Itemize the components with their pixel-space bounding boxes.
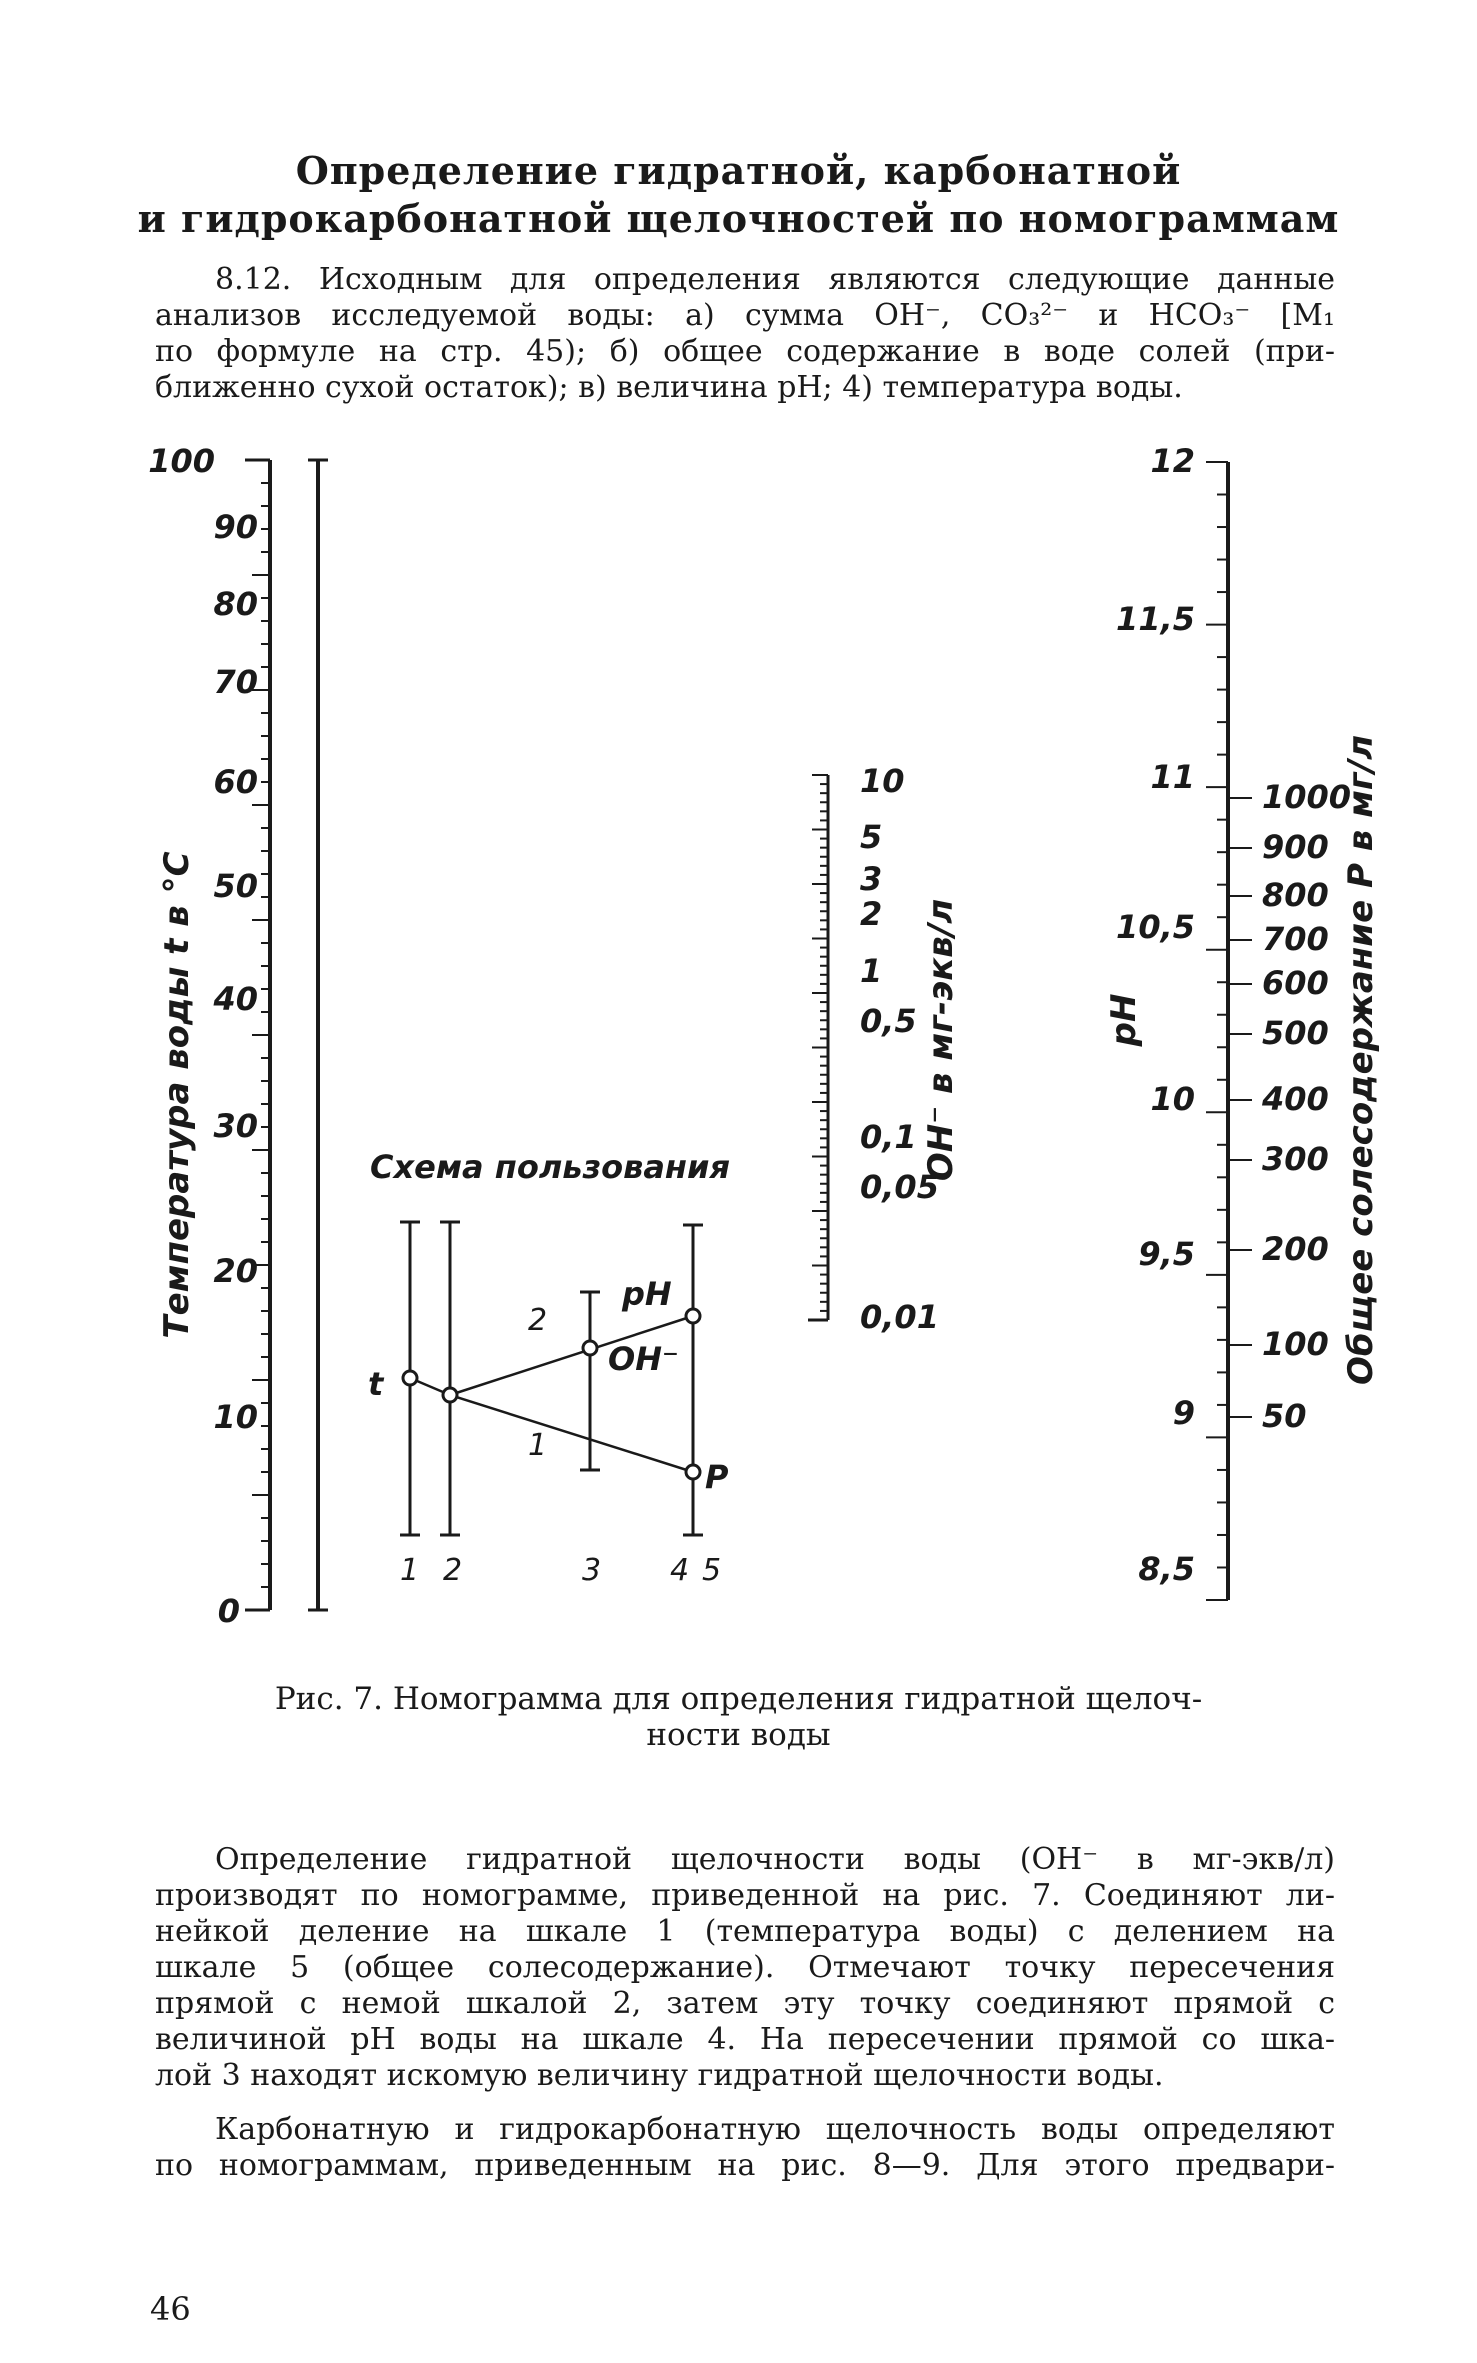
nomogram-figure [0,430,1477,1650]
ph-axis-title: pH [1104,993,1144,1047]
oh-tick: 3 [860,860,883,898]
salt-tick: 600 [1262,964,1329,1002]
salt-tick: 800 [1262,876,1329,914]
scheme-scale-number: 3 [582,1553,602,1588]
ph-scale [1206,462,1252,1600]
temp-tick: 100 [148,442,215,480]
scheme-label-ph: pH [622,1275,672,1313]
oh-tick: 5 [860,818,883,856]
intro-line: анализов исследуемой воды: а) сумма OH⁻, CO₃²⁻ и HCO₃⁻ [M₁ [155,298,1335,333]
ph-tick: 8,5 [1138,1550,1195,1588]
body-line: нейкой деление на шкале 1 (температура воды) с делением на [155,1914,1335,1949]
oh-tick: 1 [860,952,883,990]
intro-paragraph [155,262,1335,406]
salt-tick: 1000 [1262,778,1352,816]
ph-tick: 9,5 [1138,1235,1195,1273]
salt-tick: 200 [1262,1230,1329,1268]
body-paragraph-2 [155,2112,1335,2184]
salt-tick: 900 [1262,828,1329,866]
scheme-step-2: 2 [528,1303,548,1338]
ph-tick: 11 [1150,758,1195,796]
salt-tick: 100 [1262,1325,1329,1363]
body-line: по номограммам, приведенным на рис. 8—9. Для этого предвари- [155,2148,1335,2183]
body-line: лой 3 находят искомую величину гидратной щелочности воды. [155,2058,1164,2093]
page-number: 46 [150,2290,191,2328]
temp-tick: 70 [213,663,258,701]
salt-tick: 500 [1262,1014,1329,1052]
salt-tick: 700 [1262,920,1329,958]
salt-tick: 50 [1262,1397,1307,1435]
figure-caption-line-2: ности воды [646,1717,831,1753]
scheme-label-oh: OH⁻ [608,1340,679,1378]
temp-tick: 60 [213,763,258,801]
ph-tick: 9 [1172,1394,1195,1432]
temperature-scale [245,460,328,1610]
scheme-step-1: 1 [528,1428,548,1463]
oh-scale [808,775,828,1320]
ph-tick: 11,5 [1116,600,1195,638]
oh-tick: 0,5 [860,1002,917,1040]
scheme-scale-number: 5 [702,1553,722,1588]
salt-tick: 300 [1262,1140,1329,1178]
scheme-scale-number: 1 [400,1553,420,1588]
temp-tick: 0 [217,1592,240,1630]
figure-caption-line-1: Рис. 7. Номограмма для определения гидратной щелоч- [274,1681,1203,1717]
oh-axis-title: OH⁻ в мг-экв/л [921,898,961,1182]
temp-tick: 50 [213,867,258,905]
ph-tick: 10 [1150,1080,1195,1118]
heading-line-1: Определение гидратной, карбонатной [295,148,1182,193]
oh-tick: 2 [860,895,883,933]
body-line: Карбонатную и гидрокарбонатную щелочность воды определяют [215,2112,1335,2147]
salt-tick: 400 [1262,1080,1329,1118]
scheme-scale-number: 2 [443,1553,463,1588]
heading-line-2: и гидрокарбонатной щелочностей по номограммам [137,196,1340,241]
scheme-label-t: t [368,1365,384,1403]
oh-tick: 0,05 [860,1168,939,1206]
body-line: производят по номограмме, приведенной на рис. 7. Соединяют ли- [155,1878,1335,1913]
salt-axis-title: Общее солесодержание P в мг/л [1341,734,1381,1386]
temperature-axis-title: Температура воды t в °C [157,851,197,1339]
temp-tick: 40 [213,980,258,1018]
scheme-title: Схема пользования [370,1148,730,1186]
scheme-scale-number: 4 [670,1553,690,1588]
oh-tick: 0,01 [860,1298,939,1336]
scheme-label-p: P [705,1458,729,1496]
ph-tick: 12 [1150,442,1195,480]
ph-tick: 10,5 [1116,908,1195,946]
intro-line: по формуле на стр. 45); б) общее содержание в воде солей (при- [155,334,1335,369]
intro-line: 8.12. Исходным для определения являются следующие данные [215,262,1335,297]
usage-scheme [368,1148,730,1588]
intro-line: ближенно сухой остаток); в) величина pH; 4) температура воды. [155,370,1183,405]
temp-tick: 20 [213,1252,258,1290]
body-line: Определение гидратной щелочности воды (OH⁻ в мг-экв/л) [215,1842,1335,1877]
temp-tick: 10 [213,1398,258,1436]
body-paragraph-1 [155,1842,1335,2094]
body-line: величиной pH воды на шкале 4. На пересечении прямой со шка- [155,2022,1335,2057]
body-line: шкале 5 (общее солесодержание). Отмечают точку пересечения [155,1950,1335,1985]
body-line: прямой с немой шкалой 2, затем эту точку соединяют прямой с [155,1986,1335,2021]
temp-tick: 90 [213,508,258,546]
temp-tick: 30 [213,1107,258,1145]
oh-tick: 0,1 [860,1118,917,1156]
oh-tick: 10 [860,762,905,800]
temp-tick: 80 [213,585,258,623]
